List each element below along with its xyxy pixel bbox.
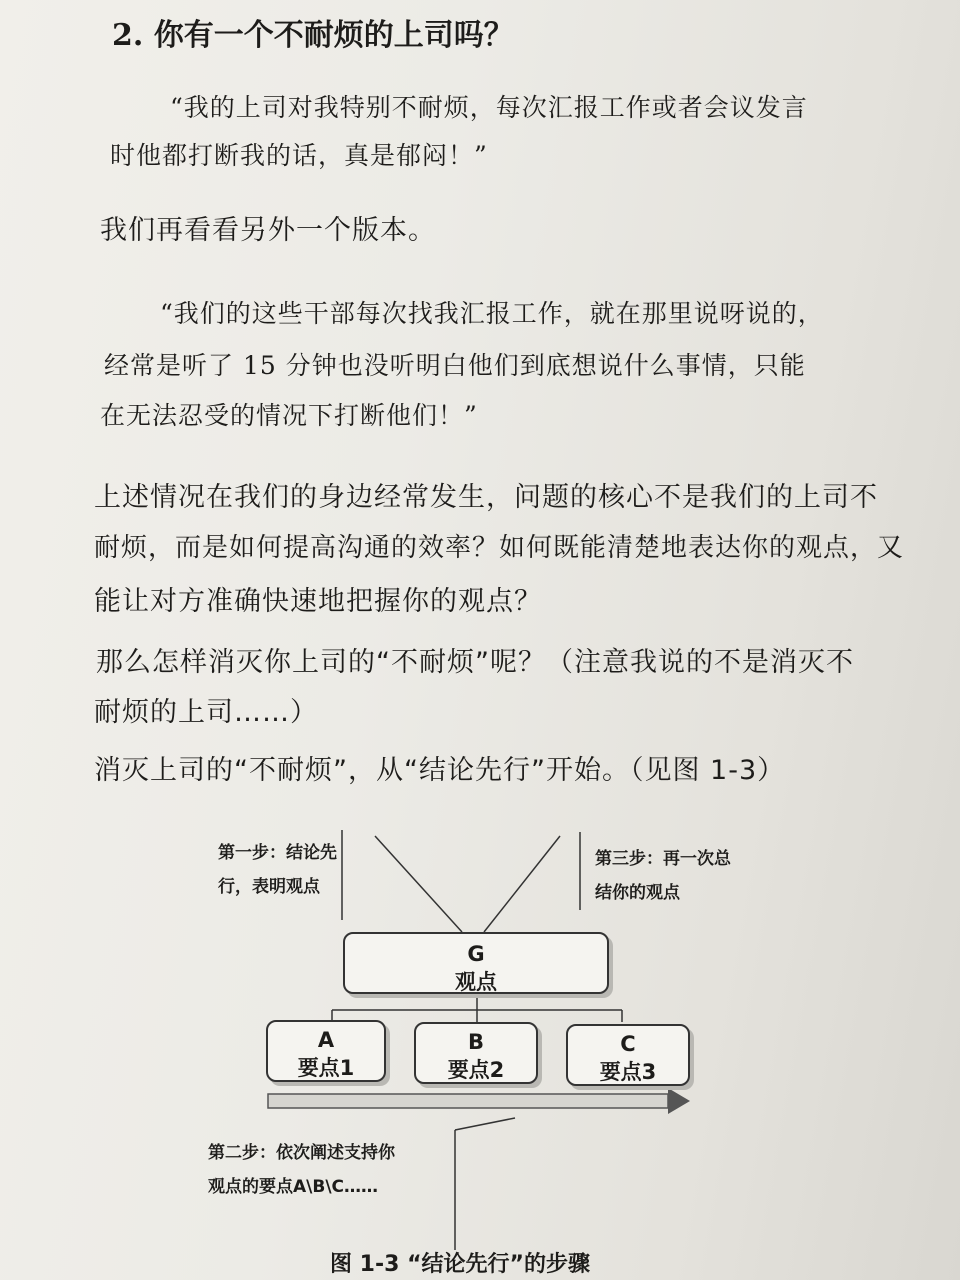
box-c-point bbox=[566, 1024, 690, 1086]
quote1-line1: “我的上司对我特别不耐烦，每次汇报工作或者会议发言 bbox=[170, 93, 808, 122]
paragraph-2-line3: 能让对方准确快速地把握你的观点？ bbox=[94, 586, 542, 617]
box-g-label: 观点 bbox=[455, 970, 497, 994]
step1-label bbox=[218, 836, 337, 904]
step1-line2: 行，表明观点 bbox=[218, 877, 320, 897]
box-b-letter: B bbox=[467, 1030, 484, 1054]
paragraph-3-line2: 耐烦的上司……） bbox=[94, 697, 318, 728]
step3-line2: 结你的观点 bbox=[595, 883, 680, 903]
step3-line1: 第三步：再一次总 bbox=[595, 849, 731, 869]
box-c-label: 要点3 bbox=[599, 1060, 657, 1084]
box-a-point bbox=[266, 1020, 386, 1082]
paragraph-3-line1: 那么怎样消灭你上司的“不耐烦”呢？（注意我说的不是消灭不 bbox=[96, 647, 854, 678]
paragraph-1: 我们再看看另外一个版本。 bbox=[100, 215, 436, 246]
paragraph-4: 消灭上司的“不耐烦”，从“结论先行”开始。（见图 1-3） bbox=[94, 755, 786, 786]
quote2-line2: 经常是听了 15 分钟也没听明白他们到底想说什么事情，只能 bbox=[104, 351, 806, 380]
quote1-line2: 时他都打断我的话，真是郁闷！” bbox=[110, 141, 488, 170]
quote2-line3: 在无法忍受的情况下打断他们！” bbox=[100, 401, 478, 430]
step2-line1: 第二步：依次阐述支持你 bbox=[208, 1143, 395, 1163]
box-g-viewpoint bbox=[343, 932, 609, 994]
paragraph-2-line1: 上述情况在我们的身边经常发生，问题的核心不是我们的上司不 bbox=[94, 482, 878, 513]
step1-line1: 第一步：结论先 bbox=[218, 843, 337, 863]
quote2-line1: “我们的这些干部每次找我汇报工作，就在那里说呀说的， bbox=[160, 299, 824, 328]
paragraph-2-line2: 耐烦，而是如何提高沟通的效率？如何既能清楚地表达你的观点，又 bbox=[94, 533, 905, 563]
step3-label bbox=[595, 842, 731, 910]
box-b-label: 要点2 bbox=[447, 1058, 505, 1082]
box-a-label: 要点1 bbox=[297, 1056, 355, 1080]
step2-label bbox=[208, 1136, 395, 1204]
figure-caption: 图 1-3 “结论先行”的步骤 bbox=[330, 1252, 590, 1277]
section-heading: 2. 你有一个不耐烦的上司吗？ bbox=[112, 18, 514, 53]
box-g-letter: G bbox=[467, 942, 485, 966]
box-a-letter: A bbox=[317, 1028, 335, 1052]
box-c-letter: C bbox=[620, 1032, 636, 1056]
step2-line2: 观点的要点A\B\C…… bbox=[208, 1177, 379, 1197]
box-b-point bbox=[414, 1022, 538, 1084]
